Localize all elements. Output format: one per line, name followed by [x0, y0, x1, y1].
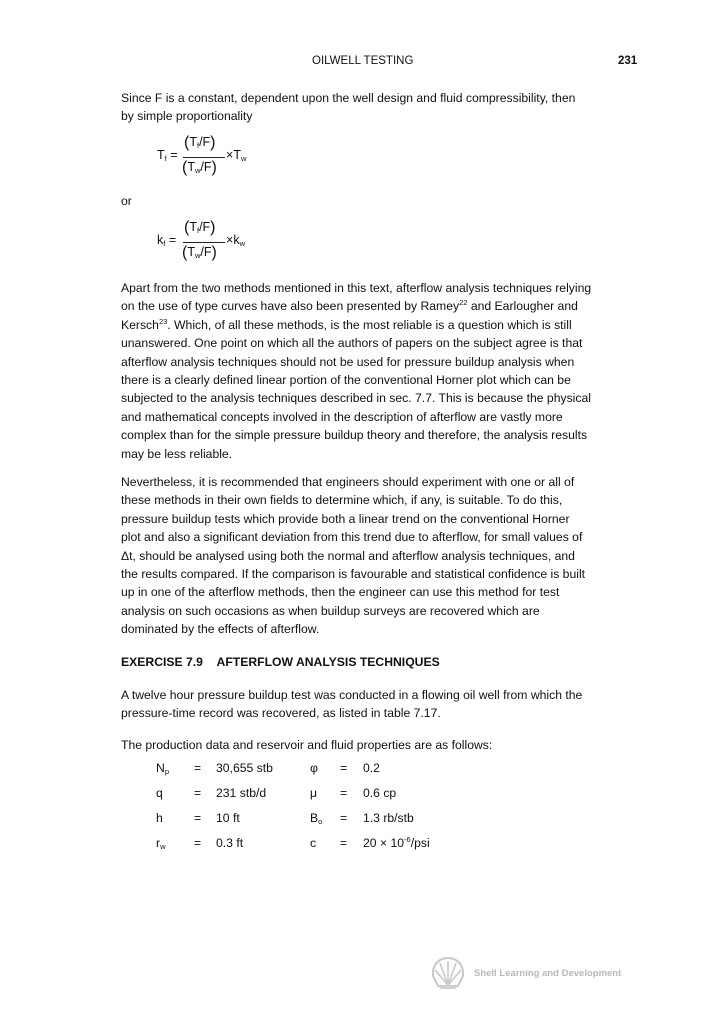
property-value: 231 stb/d: [216, 786, 267, 800]
text-line: plot and also a significant deviation from this trend due to afterflow, for small values of: [121, 530, 583, 545]
text-line: dominated by the effects of afterflow.: [121, 622, 320, 637]
equation-denominator: $(T_w/F)$: [182, 159, 217, 176]
recommendation-paragraph: [121, 473, 643, 639]
running-header: OILWELL TESTING: [312, 55, 414, 67]
property-symbol: $N_p$: [156, 761, 169, 776]
text-line: pressure buildup tests which provide both a linear trend on the conventional Horner: [121, 511, 570, 526]
text-line: up in one of the afterflow methods, then the engineer can use this method for test: [121, 585, 560, 600]
property-value: 30,655 stb: [216, 761, 273, 775]
text-line: Δt, should be analysed using both the normal and afterflow analysis techniques, and: [121, 548, 575, 563]
footer-logo: [430, 956, 621, 990]
text-line: Since F is a constant, dependent upon the well design and fluid compressibility, then: [121, 91, 576, 105]
text-line: complex than for the simple pressure buildup theory and therefore, the analysis results: [121, 428, 588, 443]
text-line: unanswered. One point on which all the authors of papers on the subject agree is that: [121, 336, 583, 351]
text-line: on the use of type curves have also been presented by Ramey$^{22}$ and Earlougher and: [121, 298, 578, 314]
property-symbol: $B_o$: [310, 811, 323, 826]
text-line: A twelve hour pressure buildup test was conducted in a flowing oil well from which the: [121, 688, 583, 702]
property-value: 0.3 ft: [216, 836, 244, 850]
text-line: afterflow analysis techniques should not be used for pressure buildup analysis when: [121, 354, 575, 369]
property-symbol: h: [156, 811, 163, 825]
shell-logo-icon: [430, 956, 466, 990]
text-line: Kersch$^{23}$. Which, of all these methods, is the most reliable is a question which is still: [121, 316, 572, 332]
text-line: the results compared. If the comparison is favourable and statistical confidence is built: [121, 567, 586, 582]
afterflow-methods-paragraph: [121, 279, 643, 463]
property-value: 1.3 rb/stb: [363, 811, 414, 825]
text-line: Apart from the two methods mentioned in this text, afterflow analysis techniques relying: [121, 281, 592, 295]
text-line: subjected to the analysis techniques described in sec. 7.7. This is because the physical: [121, 391, 591, 406]
footer-logo-text: Shell Learning and Development: [474, 967, 622, 979]
exercise-intro: [121, 686, 643, 723]
page-number: 231: [618, 55, 638, 67]
property-symbol: μ: [310, 786, 318, 800]
property-value: 10 ft: [216, 811, 240, 825]
property-symbol: φ: [310, 761, 318, 775]
intro-paragraph: [121, 89, 643, 126]
text-line: there is a clearly defined linear portion of the conventional Horner plot which can be: [121, 373, 571, 388]
equation-numerator: $(T_f/F)$: [184, 134, 216, 151]
or-text: or: [121, 194, 132, 208]
text-line: and mathematical concepts involved in the description of afterflow are vastly more: [121, 409, 563, 424]
reference-kersch: 23: [158, 316, 168, 326]
equation-denominator: $(T_w/F)$: [182, 244, 217, 261]
text-line: pressure-time record was recovered, as listed in table 7.17.: [121, 706, 441, 721]
property-value: 0.6 cp: [363, 786, 397, 800]
production-intro: The production data and reservoir and fluid properties are as follows:: [121, 738, 493, 752]
property-symbol: $r_w$: [156, 836, 166, 851]
text-line: may be less reliable.: [121, 446, 233, 461]
text-line: analysis on such occasions as when buildup surveys are recovered which are: [121, 603, 540, 618]
text-line: Nevertheless, it is recommended that engineers should experiment with one or all of: [121, 475, 575, 489]
exercise-heading: EXERCISE 7.9 AFTERFLOW ANALYSIS TECHNIQUES: [121, 655, 440, 669]
property-value: $20 \times 10^{-6}$/psi: [363, 835, 430, 850]
property-symbol: q: [156, 786, 163, 800]
property-symbol: c: [310, 836, 317, 850]
property-value: 0.2: [363, 761, 380, 775]
text-line: by simple proportionality: [121, 109, 253, 124]
equation-numerator: $(T_f/F)$: [184, 219, 216, 236]
reference-ramey: 22: [459, 298, 468, 308]
text-line: these methods in their own fields to determine which, if any, is suitable. To do this,: [121, 493, 563, 508]
